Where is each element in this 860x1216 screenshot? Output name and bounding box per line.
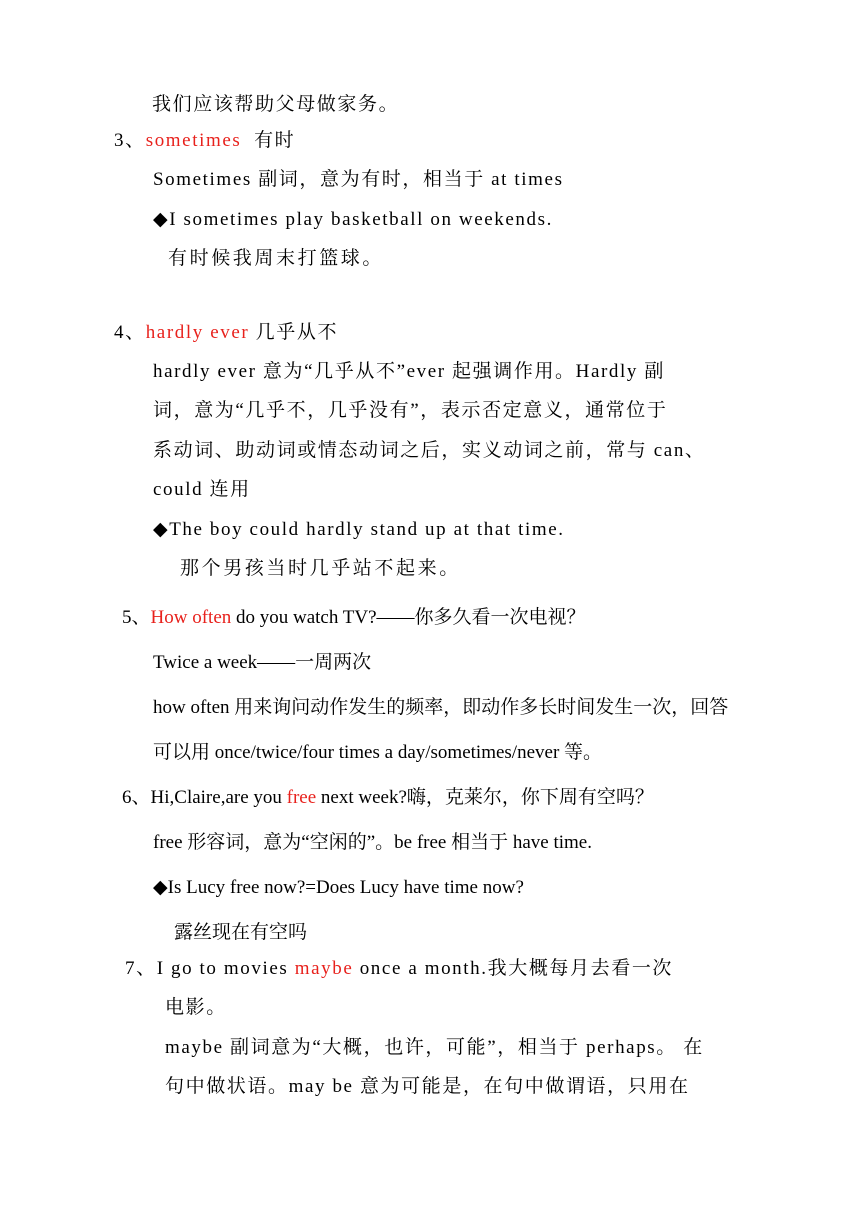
item-6-number: 6、 (122, 787, 151, 808)
item-6-question-start: Hi,Claire,are you (150, 787, 287, 808)
item-6-definition: free 形容词，意为“空闲的”。be free 相当于 have time. (153, 832, 592, 853)
item-3-definition: Sometimes 副词，意为有时，相当于 at times (153, 169, 564, 190)
item-4-example-zh: 那个男孩当时几乎站不起来。 (180, 558, 461, 579)
item-5-number: 5、 (122, 607, 151, 628)
item-5-term: How often (150, 607, 232, 628)
item-6-heading (122, 786, 654, 810)
item-7-sentence-end: once a month.我大概每月去看一次 (353, 958, 674, 979)
item-4-heading (114, 321, 338, 345)
item-5-definition-line: how often 用来询问动作发生的频率，即动作多长时间发生一次，回答 (153, 697, 729, 718)
item-5-question: do you watch TV?——你多久看一次电视？ (231, 607, 586, 628)
item-6-example-en: ◆Is Lucy free now?=Does Lucy have time now? (153, 877, 524, 898)
item-3-term-zh: 有时 (254, 130, 296, 151)
item-7-sentence-start: I go to movies (156, 958, 295, 979)
item-5-answer: Twice a week——一周两次 (153, 652, 372, 673)
item-4-definition-line: 系动词、助动词或情态动词之后，实义动词之前，常与 can、 (153, 440, 706, 461)
item-6-example-zh: 露丝现在有空吗 (174, 922, 308, 943)
item-7-sentence-continuation: 电影。 (165, 997, 227, 1018)
item-4-definition-line: 词，意为“几乎不，几乎没有”，表示否定意义，通常位于 (153, 400, 668, 421)
item-4-term: hardly ever (145, 322, 250, 343)
item-4-term-zh: 几乎从不 (255, 322, 339, 343)
item-3-term: sometimes (145, 130, 242, 151)
item-5-heading (122, 606, 586, 630)
item-3-heading (114, 129, 295, 153)
item-7-definition-line: maybe 副词意为“大概，也许，可能”，相当于 perhaps。 在 (165, 1037, 704, 1058)
item-3-number: 3、 (114, 130, 146, 151)
item-4-number: 4、 (114, 322, 146, 343)
item-3-example-en: ◆I sometimes play basketball on weekends. (153, 209, 553, 230)
item-7-heading (125, 957, 673, 981)
item-7-number: 7、 (125, 958, 157, 979)
item-4-definition-line: could 连用 (153, 479, 251, 500)
preface-sentence-zh: 我们应该帮助父母做家务。 (152, 94, 400, 115)
item-4-example-en: ◆The boy could hardly stand up at that time. (153, 519, 565, 540)
item-3-example-zh: 有时候我周末打篮球。 (168, 248, 385, 269)
item-7-term: maybe (294, 958, 354, 979)
item-5-definition-line: 可以用 once/twice/four times a day/sometimes/never 等。 (153, 742, 603, 763)
item-7-definition-line: 句中做状语。may be 意为可能是，在句中做谓语，只用在 (165, 1076, 690, 1097)
item-6-question-end: next week?嗨，克莱尔，你下周有空吗？ (316, 787, 654, 808)
item-6-term: free (286, 787, 317, 808)
item-4-definition-line: hardly ever 意为“几乎从不”ever 起强调作用。Hardly 副 (153, 361, 665, 382)
